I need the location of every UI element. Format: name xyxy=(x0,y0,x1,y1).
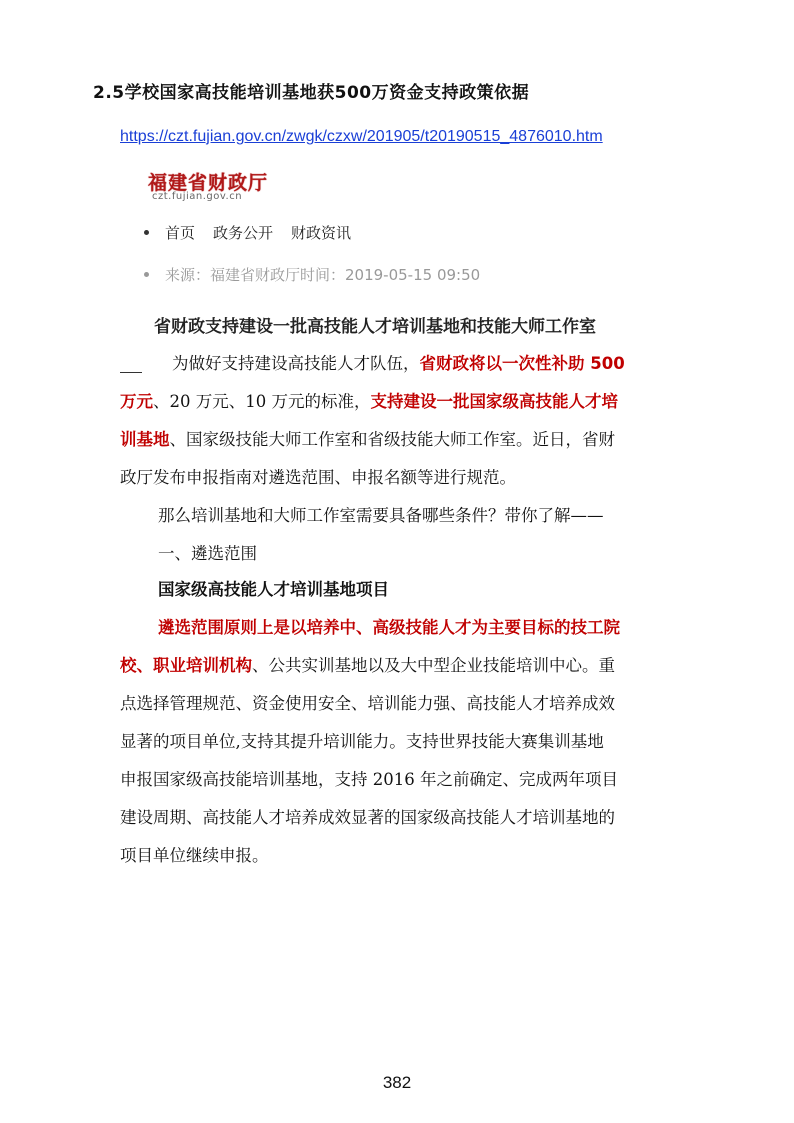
section-heading: 2.5学校国家高技能培训基地获500万资金支持政策依据 xyxy=(93,83,530,103)
p1-line-4: 政厅发布申报指南对遴选范围、申报名额等进行规范。 xyxy=(120,468,516,487)
page-number: 382 xyxy=(382,1073,412,1092)
p1-line-2: 万元、20 万元、10 万元的标准，支持建设一批国家级高技能人才培 xyxy=(120,392,618,411)
p3-line-4: 显著的项目单位,支持其提升培训能力。支持世界技能大赛集训基地 xyxy=(120,732,604,751)
p3-line-3: 点选择管理规范、资金使用安全、培训能力强、高技能人才培养成效 xyxy=(120,694,615,713)
bullet-icon xyxy=(144,230,149,235)
source-line xyxy=(144,264,480,285)
subheading: 国家级高技能人才培训基地项目 xyxy=(158,580,389,599)
source-link[interactable]: https://czt.fujian.gov.cn/zwgk/czxw/201905/t20190515_4876010.htm xyxy=(120,128,603,145)
logo-name: 福建省财政厅 xyxy=(148,172,269,194)
nav-item-gov-affairs[interactable]: 政务公开 xyxy=(213,224,274,242)
section-1-heading: 一、遴选范围 xyxy=(158,544,257,563)
paragraph-2: 那么培训基地和大师工作室需要具备哪些条件？带你了解—— xyxy=(158,506,604,525)
p1-line-3: 训基地、国家级技能大师工作室和省级技能大师工作室。近日，省财 xyxy=(120,430,615,449)
nav-item-finance-news[interactable]: 财政资讯 xyxy=(291,224,352,242)
p3-line-5: 申报国家级高技能培训基地，支持 2016 年之前确定、完成两年项目 xyxy=(120,770,618,789)
source-text: 来源：福建省财政厅时间：2019-05-15 09:50 xyxy=(165,266,481,284)
p1-line-1: 为做好支持建设高技能人才队伍，省财政将以一次性补助 500 xyxy=(172,354,625,373)
bullet-icon xyxy=(144,272,149,277)
logo-url: czt.fujian.gov.cn xyxy=(152,191,243,202)
p3-line-7: 项目单位继续申报。 xyxy=(120,846,269,865)
nav-list xyxy=(144,222,369,243)
fujian-finance-logo xyxy=(146,166,324,204)
p3-line-1: 遴选范围原则上是以培养中、高级技能人才为主要目标的技工院 xyxy=(158,618,620,637)
article-title: 省财政支持建设一批高技能人才培训基地和技能大师工作室 xyxy=(154,317,596,337)
paragraph-marker xyxy=(120,372,142,373)
p3-line-2: 校、职业培训机构、公共实训基地以及大中型企业技能培训中心。重 xyxy=(120,656,615,675)
p3-line-6: 建设周期、高技能人才培养成效显著的国家级高技能人才培训基地的 xyxy=(120,808,615,827)
nav-item-home[interactable]: 首页 xyxy=(165,224,196,242)
